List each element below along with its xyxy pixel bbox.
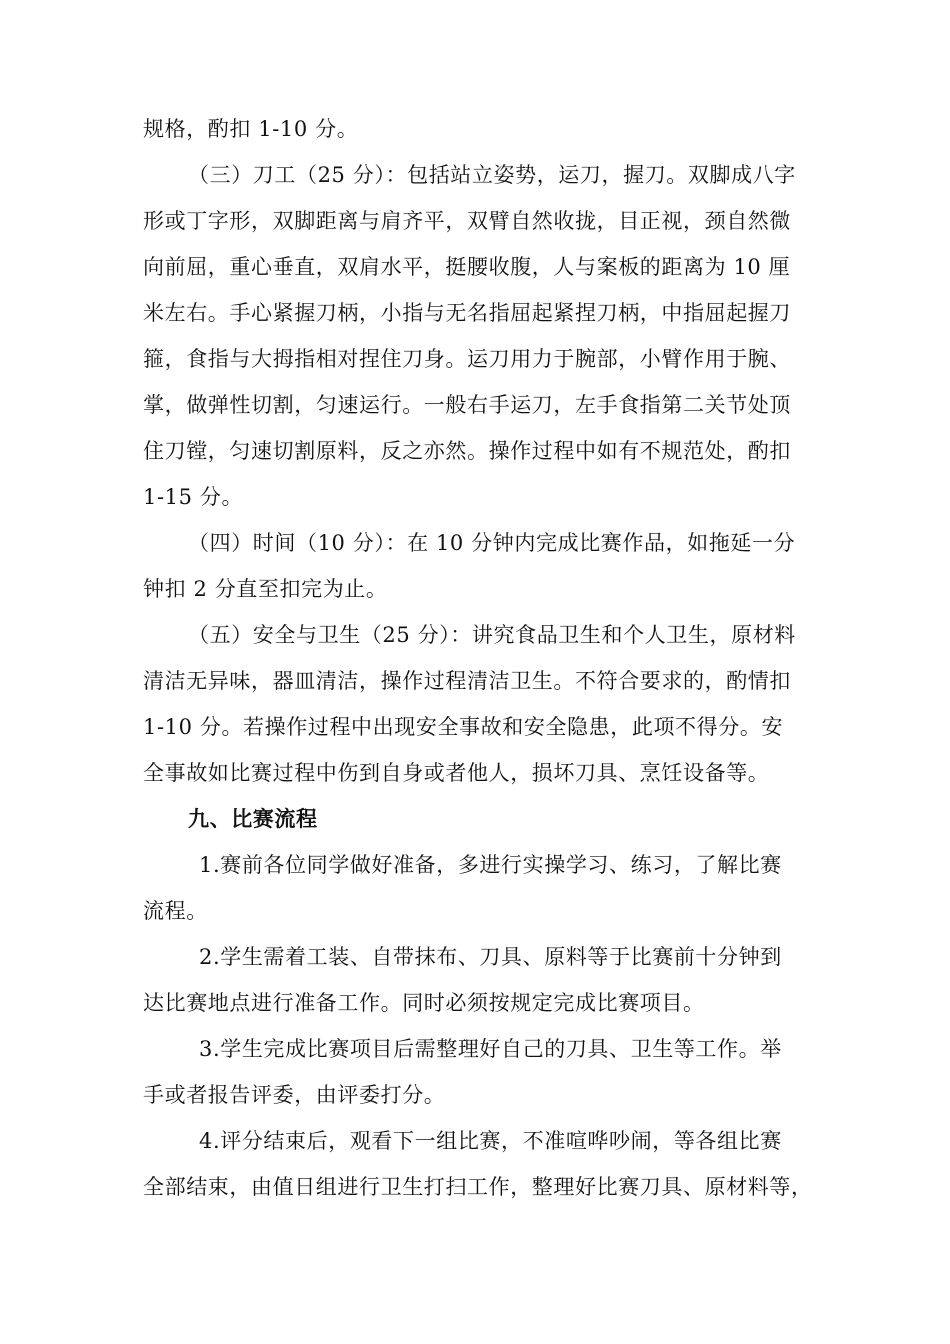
- paragraph-line: 住刀镗，匀速切割原料，反之亦然。操作过程中如有不规范处，酌扣: [143, 439, 791, 463]
- paragraph-line: 全事故如比赛过程中伤到自身或者他人，损坏刀具、烹饪设备等。: [143, 761, 770, 785]
- paragraph-line: 米左右。手心紧握刀柄，小指与无名指屈起紧捏刀柄，中指屈起握刀: [143, 301, 791, 325]
- paragraph-time: [143, 520, 817, 612]
- section-heading: 九、比赛流程: [188, 806, 318, 831]
- paragraph-line: 4.评分结束后，观看下一组比赛，不准喧哗吵闹，等各组比赛: [199, 1129, 782, 1153]
- paragraph-line: （三）刀工（25 分）：包括站立姿势，运刀，握刀。双脚成八字: [188, 163, 796, 187]
- paragraph-line: 钟扣 2 分直至扣完为止。: [143, 577, 388, 601]
- paragraph-line: 规格，酌扣 1-10 分。: [143, 117, 359, 141]
- paragraph-line: 箍，食指与大拇指相对捏住刀身。运刀用力于腕部，小臂作用于腕、: [143, 347, 791, 371]
- numbered-item-2: [143, 934, 817, 1026]
- paragraph-line: 流程。: [143, 899, 208, 923]
- numbered-item-1: [143, 842, 817, 934]
- paragraph-line: 1.赛前各位同学做好准备，多进行实操学习、练习，了解比赛: [199, 853, 782, 877]
- paragraph-line: 清洁无异味，器皿清洁，操作过程清洁卫生。不符合要求的，酌情扣: [143, 669, 791, 693]
- paragraph-line: 向前屈，重心垂直，双肩水平，挺腰收腹，人与案板的距离为 10 厘: [143, 255, 791, 279]
- paragraph-line: 1-10 分。若操作过程中出现安全事故和安全隐患，此项不得分。安: [143, 715, 784, 739]
- paragraph-line: 形或丁字形，双脚距离与肩齐平，双臂自然收拢，目正视，颈自然微: [143, 209, 791, 233]
- numbered-item-3: [143, 1026, 817, 1118]
- paragraph-safety-hygiene: [143, 612, 817, 796]
- paragraph-line: 掌，做弹性切割，匀速运行。一般右手运刀，左手食指第二关节处顶: [143, 393, 791, 417]
- paragraph-line: 1-15 分。: [143, 485, 244, 509]
- paragraph-line: （五）安全与卫生（25 分）：讲究食品卫生和个人卫生，原材料: [188, 623, 796, 647]
- document-body: [143, 106, 817, 1210]
- paragraph-knife-skills: [143, 152, 817, 520]
- paragraph-line: 3.学生完成比赛项目后需整理好自己的刀具、卫生等工作。举: [199, 1037, 782, 1061]
- paragraph-line: 达比赛地点进行准备工作。同时必须按规定完成比赛项目。: [143, 991, 705, 1015]
- paragraph-line: 全部结束，由值日组进行卫生打扫工作，整理好比赛刀具、原材料等，: [143, 1175, 813, 1199]
- paragraph-line: 2.学生需着工装、自带抹布、刀具、原料等于比赛前十分钟到: [199, 945, 782, 969]
- paragraph-line: 手或者报告评委，由评委打分。: [143, 1083, 446, 1107]
- numbered-item-4: [143, 1118, 817, 1210]
- paragraph-line: （四）时间（10 分）：在 10 分钟内完成比赛作品，如拖延一分: [188, 531, 796, 555]
